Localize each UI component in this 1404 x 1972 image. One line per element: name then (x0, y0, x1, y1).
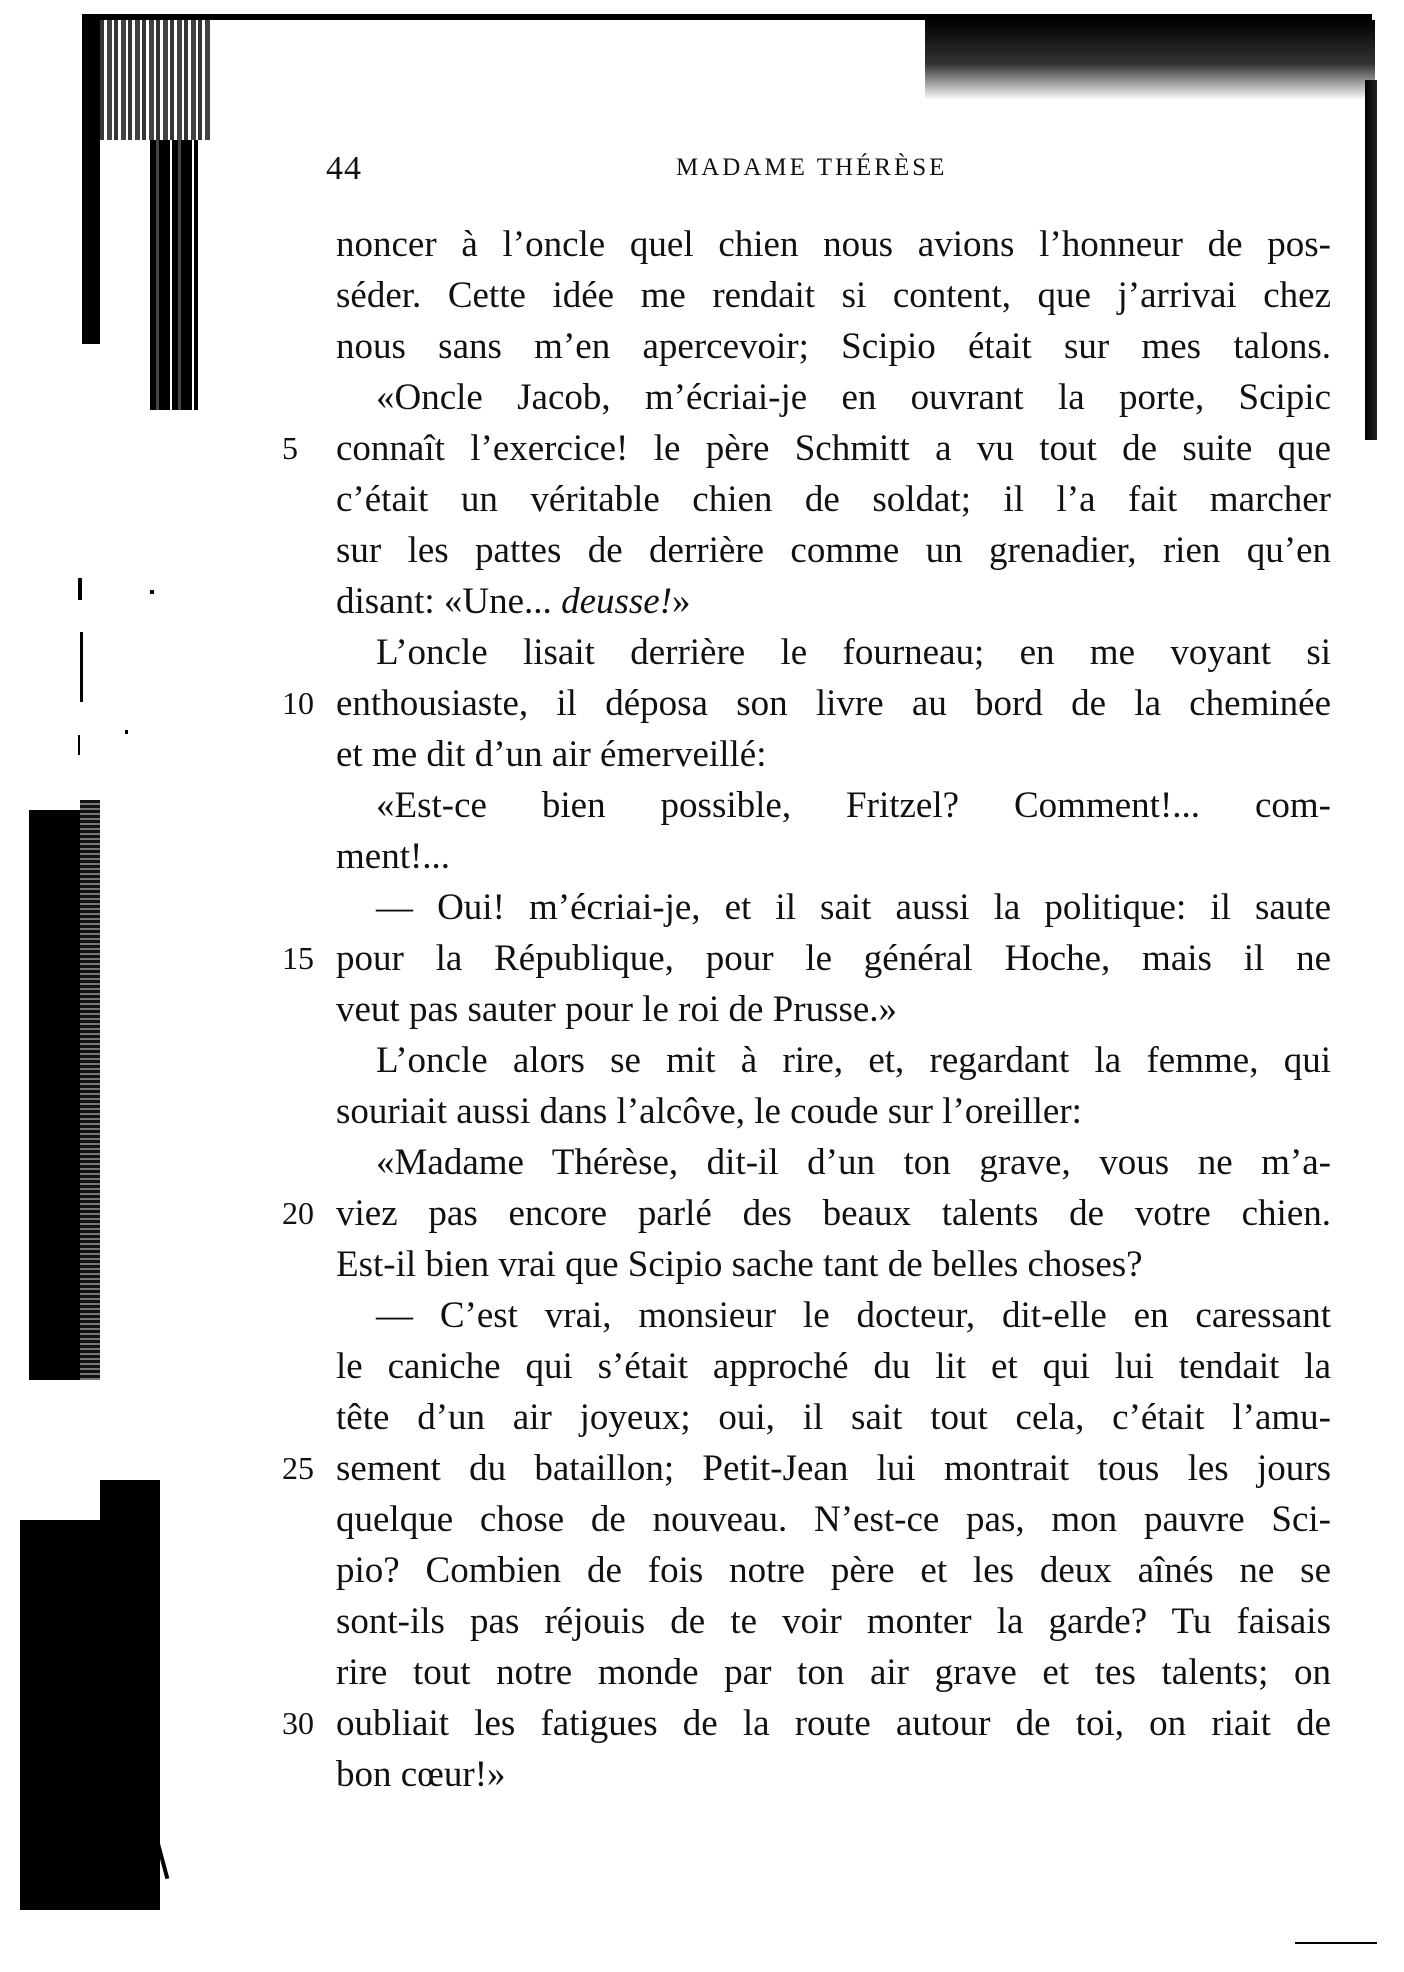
text-line: quelque chose de nouveau. N’est-ce pas, mon pauvre Sci- (336, 1499, 1331, 1540)
page-number: 44 (326, 150, 362, 187)
text-line: veut pas sauter pour le roi de Prusse.» (336, 989, 898, 1030)
scan-border-left-top (82, 14, 100, 344)
text-line: nous sans m’en apercevoir; Scipio était sur mes talons. (336, 326, 1331, 367)
scan-binding-texture (80, 800, 100, 1380)
text-line: pour la République, pour le général Hoche, mais il ne (336, 938, 1331, 979)
text-line: «Oncle Jacob, m’écriai-je en ouvrant la porte, Scipic (376, 377, 1331, 418)
text-line: tête d’un air joyeux; oui, il sait tout cela, c’était l’amu- (336, 1397, 1331, 1438)
text-line: sur les pattes de derrière comme un grenadier, rien qu’en (336, 530, 1331, 571)
text-line: viez pas encore parlé des beaux talents de votre chien. (336, 1193, 1331, 1234)
scan-border-right (1365, 80, 1377, 440)
text-line: — C’est vrai, monsieur le docteur, dit-elle en caressant (376, 1295, 1331, 1336)
line-number: 25 (282, 1450, 314, 1486)
scan-speck (150, 590, 154, 594)
scan-binding-shadow-2 (20, 1520, 160, 1910)
text-line: — Oui! m’écriai-je, et il sait aussi la politique: il saute (376, 887, 1331, 928)
text-line: noncer à l’oncle quel chien nous avions l’honneur de pos- (336, 224, 1331, 265)
line-number: 5 (282, 430, 298, 466)
text-line: connaît l’exercice! le père Schmitt a vu tout de suite que (336, 428, 1331, 469)
text-fragment: disant: «Une... (336, 581, 552, 622)
text-line: «Est-ce bien possible, Fritzel? Comment!... com- (376, 785, 1331, 826)
text-line: c’était un véritable chien de soldat; il l’a fait marcher (336, 479, 1331, 520)
text-line: enthousiaste, il déposa son livre au bord de la cheminée (336, 683, 1331, 724)
text-line: sement du bataillon; Petit-Jean lui montrait tous les jours (336, 1448, 1331, 1489)
closing-quote: » (672, 581, 691, 622)
text-line: séder. Cette idée me rendait si content, que j’arrivai chez (336, 275, 1331, 316)
text-line: oubliait les fatigues de la route autour de toi, on riait de (336, 1703, 1331, 1744)
text-line: L’oncle lisait derrière le fourneau; en me voyant si (376, 632, 1331, 673)
text-line: Est-il bien vrai que Scipio sache tant de belles choses? (336, 1244, 1143, 1285)
scan-binding-shadow-3 (100, 1480, 160, 1540)
text-line (336, 576, 1331, 627)
line-number: 15 (282, 940, 314, 976)
running-header (326, 150, 1336, 190)
scan-rule-bottom (1295, 1942, 1377, 1944)
italic-fragment: deusse! (561, 581, 673, 622)
text-line: le caniche qui s’était approché du lit et qui lui tendait la (336, 1346, 1331, 1387)
text-line: pio? Combien de fois notre père et les deux aînés ne se (336, 1550, 1331, 1591)
scan-noise-top-left (100, 20, 210, 140)
text-line: ment!... (336, 836, 451, 877)
text-line: rire tout notre monde par ton air grave et tes talents; on (336, 1652, 1331, 1693)
line-number: 20 (282, 1195, 314, 1231)
text-line: sont-ils pas réjouis de te voir monter la garde? Tu faisais (336, 1601, 1331, 1642)
scan-noise-left (150, 140, 198, 410)
line-number: 10 (282, 685, 314, 721)
scan-speck (80, 632, 83, 702)
text-line: et me dit d’un air émerveillé: (336, 734, 767, 775)
text-line: bon cœur!» (336, 1754, 506, 1795)
text-line: souriait aussi dans l’alcôve, le coude sur l’oreiller: (336, 1091, 1082, 1132)
scan-speck (125, 730, 128, 734)
scan-speck (78, 578, 82, 600)
scan-noise-top-right (925, 20, 1375, 100)
running-title: MADAME THÉRÈSE (676, 154, 948, 181)
line-number: 30 (282, 1705, 314, 1741)
scan-binding-shadow-1 (20, 810, 80, 1380)
text-line: L’oncle alors se mit à rire, et, regardant la femme, qui (376, 1040, 1331, 1081)
text-line: «Madame Thérèse, dit-il d’un ton grave, vous ne m’a- (376, 1142, 1331, 1183)
scan-speck (78, 735, 80, 755)
